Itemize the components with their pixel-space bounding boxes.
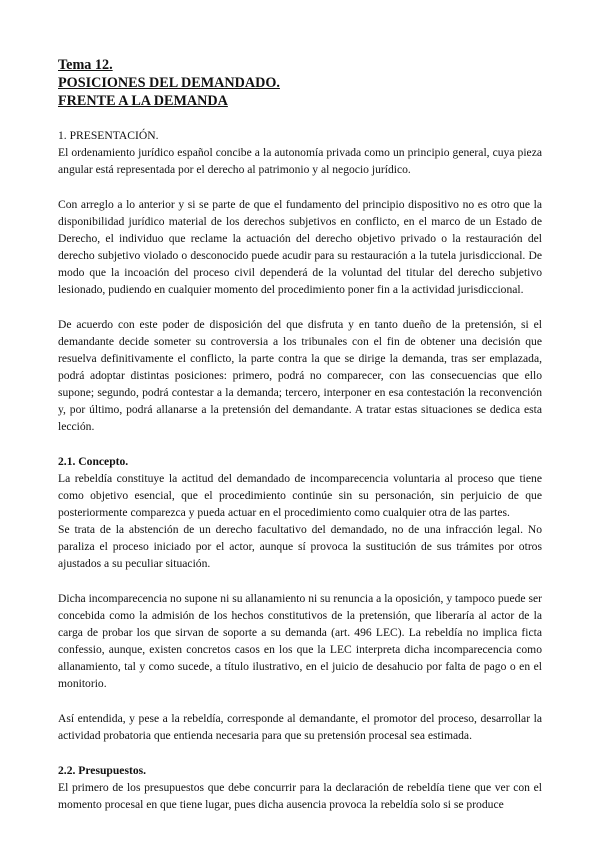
title-line-topic: Tema 12. [58, 57, 113, 73]
paragraph: Se trata de la abstención de un derecho facultativo del demandado, no de una infracción legal. No paraliza el proceso iniciado por el actor, aunque sí provoca la sustitución de sus trámites por otros ajustados a su peculiar situación. [58, 523, 542, 570]
paragraph: El ordenamiento jurídico español concibe a la autonomía privada como un principio general, cuya pieza angular está representada por el derecho al patrimonio y al negocio jurídico. [58, 146, 542, 176]
paragraph: Dicha incomparecencia no supone ni su allanamiento ni su renuncia a la oposición, y tampoco puede ser concebida como la admisión de los hechos constitutivos de la pretensión, que liberaría al actor de la carga de probar los que sirvan de soporte a su demanda (art. 496 LEC). La rebeldía no implica ficta confessio, aunque, existen concretos casos en los que la LEC interpreta dicha incomparecencia como allanamiento, tal y como sucede, a título ilustrativo, en el juicio de desahucio por falta de pago o en el monitorio. [58, 592, 542, 690]
paragraph: El primero de los presupuestos que debe concurrir para la declaración de rebeldía tiene que ver con el momento procesal en que tiene lugar, pues dicha ausencia provoca la rebeldía solo si se produce [58, 781, 542, 811]
section-heading-presentation: 1. PRESENTACIÓN. [58, 129, 159, 142]
document-title [58, 56, 280, 110]
paragraph: De acuerdo con este poder de disposición del que disfruta y en tanto dueño de la pretensión, si el demandante decide someter su controversia a los tribunales con el fin de obtener una decisión que resuelva definitivamente el conflicto, la parte contra la que se dirige la demanda, tras ser emplazada, podrá adoptar distintas posiciones: primero, podrá no comparecer, con las consecuencias que ello supone; segundo, podrá contestar a la demanda; tercero, interponer en esa contestación la reconvención y, por último, podrá allanarse a la pretensión del demandante. A tratar estas situaciones se dedica esta lección. [58, 318, 542, 433]
paragraph: La rebeldía constituye la actitud del demandado de incomparecencia voluntaria al proceso que tiene como objetivo esencial, que el procedimiento continúe sin su personación, sin perjuicio de que posteriormente comparezca y pueda actuar en el procedimiento como cualquier otra de las partes. [58, 472, 542, 519]
document-body [58, 127, 542, 813]
title-line-positions: POSICIONES DEL DEMANDADO. [58, 75, 280, 91]
section-heading-requirements: 2.2. Presupuestos. [58, 764, 147, 777]
paragraph: Así entendida, y pese a la rebeldía, corresponde al demandante, el promotor del proceso, desarrollar la actividad probatoria que entienda necesaria para que su pretensión procesal sea estimada. [58, 712, 542, 742]
section-heading-concept: 2.1. Concepto. [58, 455, 129, 468]
paragraph: Con arreglo a lo anterior y si se parte de que el fundamento del principio dispositivo no es otro que la disponibilidad jurídico material de los derechos subjetivos en conflicto, en el marco de un Estado de Derecho, el individuo que reclame la actuación del derecho objetivo privado o la restauración del derecho subjetivo violado o desconocido puede acudir para su restauración a la tutela jurisdiccional. De modo que la incoación del proceso civil dependerá de la voluntad del titular del derecho subjetivo lesionado, pudiendo en cualquier momento del procedimiento poner fin a la actividad jurisdiccional. [58, 198, 542, 296]
title-line-demand: FRENTE A LA DEMANDA [58, 93, 228, 109]
